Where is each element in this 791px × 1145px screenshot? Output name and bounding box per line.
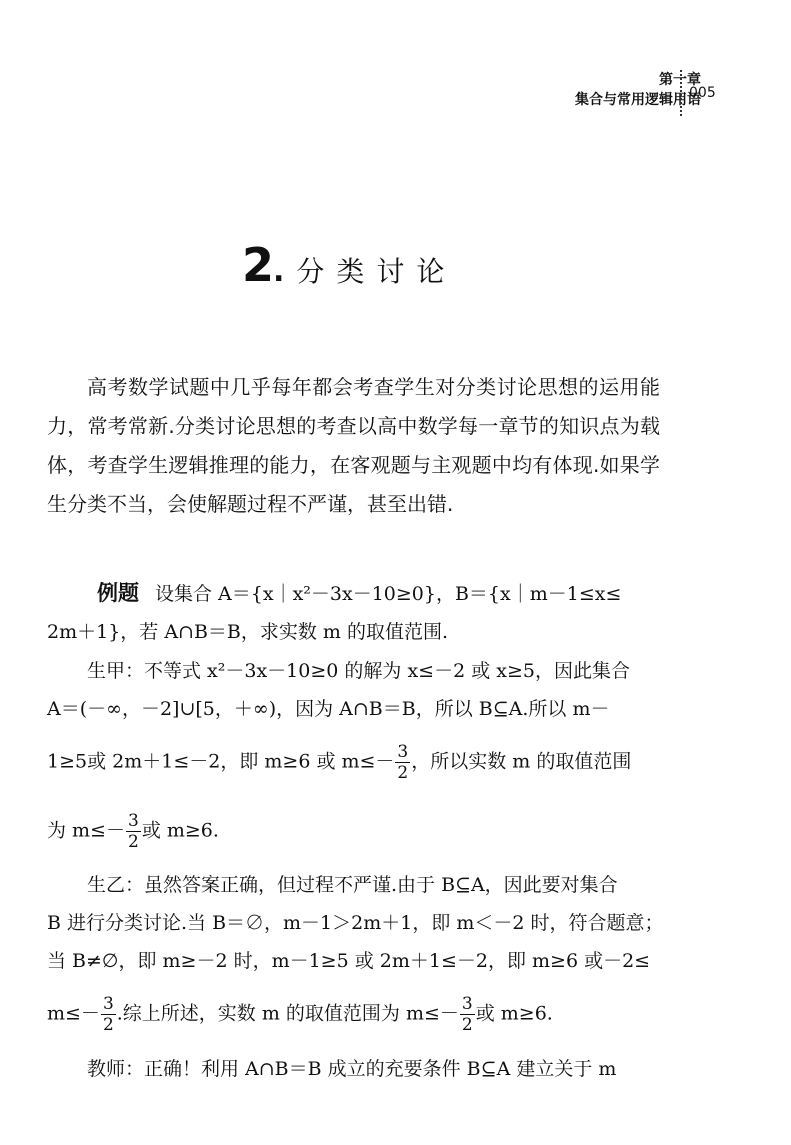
example-line-2: 2m＋1}，若 A∩B＝B，求实数 m 的取值范围. bbox=[47, 621, 449, 643]
fraction-three-halves bbox=[395, 742, 410, 783]
teacher-line-1: 教师：正确！利用 A∩B＝B 成立的充要条件 B⊆A 建立关于 m bbox=[87, 1058, 617, 1080]
student-a-line-2: A＝(－∞，－2]∪[5，＋∞)，因为 A∩B＝B，所以 B⊆A.所以 m－ bbox=[47, 698, 610, 720]
student-b-solution bbox=[47, 866, 664, 1035]
fraction-denominator: 2 bbox=[461, 1015, 473, 1035]
student-a-line-3-text-a: 1≥5或 2m＋1≤－2，即 m≥6 或 m≤－ bbox=[47, 750, 395, 773]
student-a-line-4-text-a: 为 m≤－ bbox=[47, 819, 125, 842]
section-title: 分类讨论 bbox=[296, 255, 457, 288]
fraction-denominator: 2 bbox=[127, 832, 139, 852]
section-dot: . bbox=[273, 254, 285, 289]
example-text-1: 设集合 A＝{x｜x²－3x－10≥0}，B＝{x｜m－1≤x≤ bbox=[155, 583, 622, 605]
fraction-denominator: 2 bbox=[102, 1015, 114, 1035]
student-b-line-4-text-b: .综上所述，实数 m 的取值范围为 m≤－ bbox=[116, 1002, 459, 1025]
example-label: 例题 bbox=[97, 581, 139, 605]
student-b-line-2: B 进行分类讨论.当 B＝∅，m－1＞2m＋1，即 m＜－2 时，符合题意； bbox=[47, 912, 664, 934]
student-b-line-4-text-a: m≤－ bbox=[47, 1002, 100, 1025]
intro-paragraph: 高考数学试题中几乎每年都会考查学生对分类讨论思想的运用能力，常考常新.分类讨论思想的考查以高中数学每一章节的知识点为载体，考查学生逻辑推理的能力，在客观题与主观题中均有体现.如果学生分类不当，会使解题过程不严谨，甚至出错. bbox=[47, 375, 660, 516]
section-number: 2 bbox=[242, 238, 274, 292]
student-a-line-3 bbox=[47, 742, 660, 783]
student-b-line-4-text-c: 或 m≥6. bbox=[475, 1002, 553, 1025]
fraction-three-halves bbox=[126, 811, 141, 852]
student-a-line-4 bbox=[47, 811, 660, 852]
fraction-numerator: 3 bbox=[127, 811, 139, 831]
example-problem bbox=[47, 574, 660, 651]
fraction-numerator: 3 bbox=[397, 742, 409, 762]
teacher-comment bbox=[47, 1050, 660, 1088]
page-number: 005 bbox=[689, 85, 716, 101]
student-b-line-1: 生乙：虽然答案正确，但过程不严谨.由于 B⊆A，因此要对集合 bbox=[87, 874, 618, 896]
student-a-line-1: 生甲：不等式 x²－3x－10≥0 的解为 x≤－2 或 x≥5，因此集合 bbox=[87, 660, 630, 682]
student-b-line-4 bbox=[47, 994, 660, 1035]
section-heading bbox=[242, 238, 456, 292]
student-a-solution bbox=[47, 652, 660, 852]
fraction-denominator: 2 bbox=[397, 763, 409, 783]
chapter-label: 第一章 bbox=[659, 72, 701, 88]
chapter-subject: 集合与常用逻辑用语 bbox=[575, 92, 701, 108]
fraction-three-halves bbox=[460, 994, 475, 1035]
fraction-numerator: 3 bbox=[461, 994, 473, 1014]
student-b-line-3: 当 B≠∅，即 m≥－2 时，m－1≥5 或 2m＋1≤－2，即 m≥6 或－2≤ bbox=[47, 950, 651, 972]
fraction-three-halves bbox=[101, 994, 116, 1035]
student-a-line-4-text-b: 或 m≥6. bbox=[141, 819, 219, 842]
example-line-1 bbox=[47, 574, 660, 613]
student-a-line-3-text-b: ，所以实数 m 的取值范围 bbox=[411, 750, 632, 773]
fraction-numerator: 3 bbox=[102, 994, 114, 1014]
page-number-box bbox=[680, 70, 716, 116]
